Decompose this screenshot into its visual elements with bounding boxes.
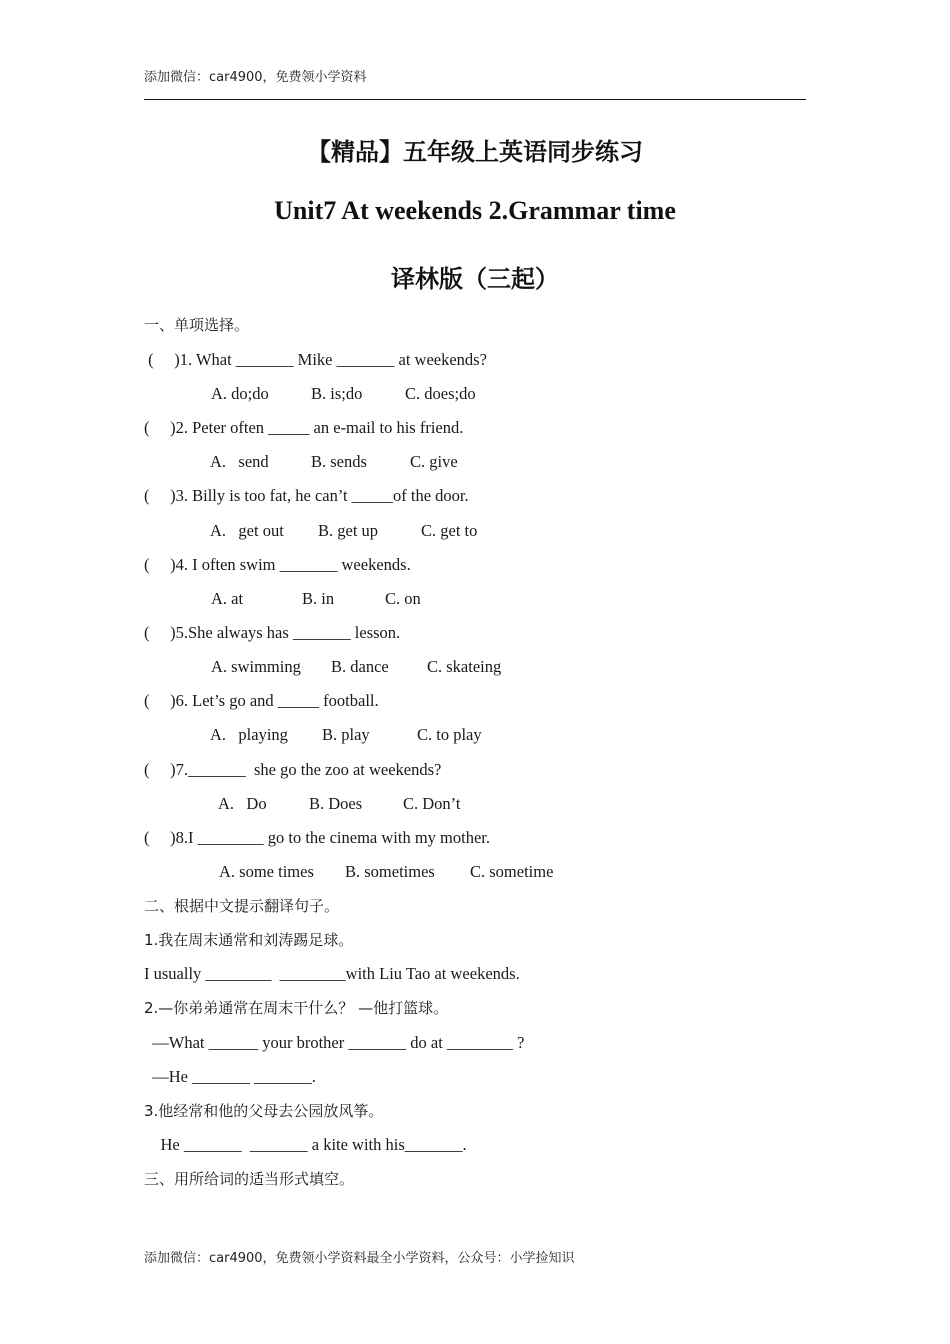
- question-3-option-c: C. get to: [421, 521, 478, 540]
- translate-3-prompt: 3.他经常和他的父母去公园放风筝。: [144, 1102, 384, 1120]
- section3-heading: 三、用所给词的适当形式填空。: [144, 1170, 355, 1188]
- translate-1-prompt: 1.我在周末通常和刘涛踢足球。: [144, 931, 354, 949]
- question-5-stem: ( )5.She always has _______ lesson.: [144, 623, 401, 642]
- section2-heading: 二、根据中文提示翻译句子。: [144, 897, 340, 915]
- title-line-1: 【精品】五年级上英语同步练习: [307, 138, 643, 166]
- translate-2-answer-line-2: —He _______ _______.: [144, 1067, 316, 1086]
- question-2-option-c: C. give: [410, 452, 458, 471]
- question-6-option-b: B. play: [322, 725, 370, 744]
- header-note: 添加微信：car4900，免费领小学资料: [144, 70, 367, 85]
- translate-2-answer-line-1: —What ______ your brother _______ do at ________ ?: [144, 1033, 525, 1052]
- question-4-option-a: A. at: [211, 589, 244, 608]
- translate-1-answer-line: I usually ________ ________with Liu Tao at weekends.: [144, 964, 520, 983]
- question-8-option-a: A. some times: [219, 862, 314, 881]
- question-4-stem: ( )4. I often swim _______ weekends.: [144, 555, 411, 574]
- question-5-option-c: C. skateing: [427, 657, 502, 676]
- title-line-3: 译林版（三起）: [391, 265, 559, 293]
- question-6-stem: ( )6. Let’s go and _____ football.: [144, 691, 379, 710]
- question-8-stem: ( )8.I ________ go to the cinema with my mother.: [144, 828, 490, 847]
- question-2-option-b: B. sends: [311, 452, 367, 471]
- question-7-option-a: A. Do: [218, 794, 267, 813]
- question-1-option-b: B. is;do: [311, 384, 363, 403]
- question-5-option-b: B. dance: [331, 657, 389, 676]
- question-6-option-a: A. playing: [210, 725, 288, 744]
- question-7-option-b: B. Does: [309, 794, 363, 813]
- translate-2-prompt: 2.—你弟弟通常在周末干什么？ —他打篮球。: [144, 999, 449, 1017]
- question-6-option-c: C. to play: [417, 725, 482, 744]
- question-1-stem: ( )1. What _______ Mike _______ at weekends?: [144, 350, 487, 369]
- question-8-option-c: C. sometime: [470, 862, 554, 881]
- question-5-option-a: A. swimming: [211, 657, 301, 676]
- question-3-stem: ( )3. Billy is too fat, he can’t _____of the door.: [144, 486, 469, 505]
- question-2-option-a: A. send: [210, 452, 269, 471]
- question-2-stem: ( )2. Peter often _____ an e-mail to his friend.: [144, 418, 464, 437]
- header-divider: [144, 99, 806, 100]
- question-4-option-b: B. in: [302, 589, 335, 608]
- question-1-option-c: C. does;do: [405, 384, 476, 403]
- question-8-option-b: B. sometimes: [345, 862, 435, 881]
- translate-3-answer-line: He _______ _______ a kite with his_______.: [144, 1135, 467, 1154]
- section1-heading: 一、单项选择。: [144, 316, 250, 334]
- question-7-stem: ( )7._______ she go the zoo at weekends?: [144, 760, 442, 779]
- question-3-option-a: A. get out: [210, 521, 284, 540]
- question-1-option-a: A. do;do: [211, 384, 269, 403]
- footer-note: 添加微信：car4900，免费领小学资料最全小学资料，公众号：小学捡知识: [144, 1251, 575, 1266]
- question-4-option-c: C. on: [385, 589, 421, 608]
- question-3-option-b: B. get up: [318, 521, 379, 540]
- title-line-2: Unit7 At weekends 2.Grammar time: [274, 196, 676, 225]
- question-7-option-c: C. Don’t: [403, 794, 461, 813]
